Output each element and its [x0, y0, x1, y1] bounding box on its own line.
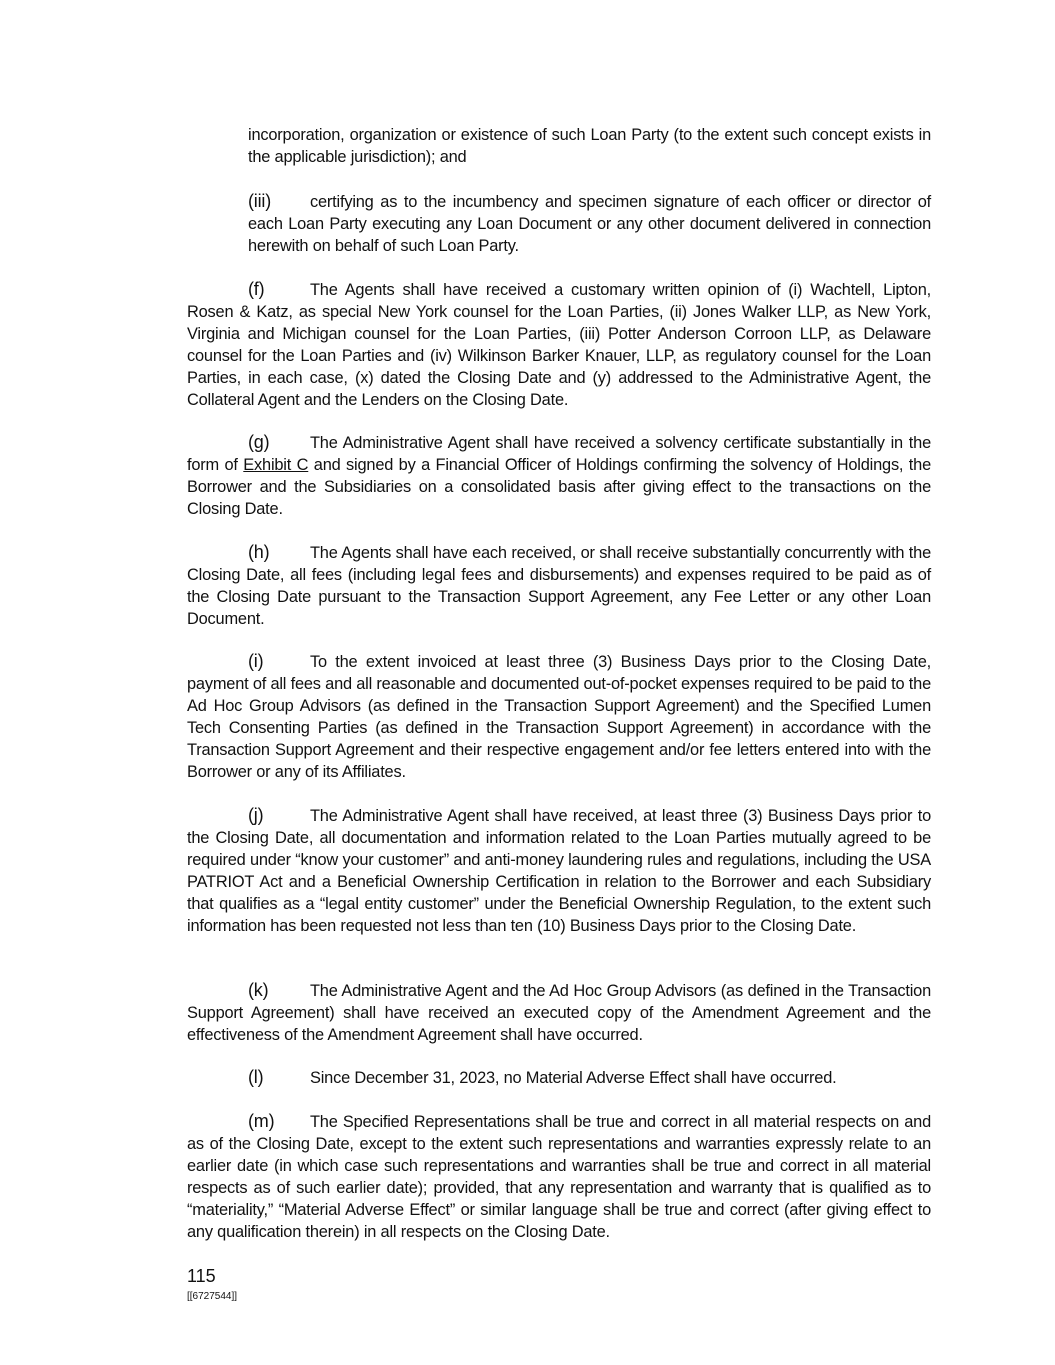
clause-label-j: (j) — [248, 805, 264, 825]
paragraph-g: (g) The Administrative Agent shall have received a solvency certificate substantially in the form of Exhibit C and signed by a Financial Officer of Holdings confirming the solvency of Holdings, the Borrower and the Subsidiaries on a consolidated basis after giving effect to the transactions on the Closing Date. — [187, 432, 931, 518]
clause-text-h: The Agents shall have each received, or shall receive substantially concurrently with the Closing Date, all fees (including legal fees and disbursements) and expenses required to be paid as of the Closing Date pursuant to the Transaction Support Agreement, any Fee Letter or any other Loan Document. — [187, 544, 931, 628]
paragraph-iii — [248, 190, 931, 257]
page-number: 115 — [187, 1266, 216, 1286]
clause-text-j: The Administrative Agent shall have received, at least three (3) Business Days prior to the Closing Date, all documentation and information related to the Loan Parties mutually agreed to be required under “know your customer” and anti-money laundering rules and regulations, including the USA PATRIOT Act and a Beneficial Ownership Certification in relation to the Borrower and each Subsidiary that qualifies as a “legal entity customer” under the Beneficial Ownership Regulation, to the extent such information has been requested not less than ten (10) Business Days prior to the Closing Date. — [187, 807, 931, 935]
clause-label-m: (m) — [248, 1111, 275, 1131]
clause-text-m: The Specified Representations shall be true and correct in all material respects on and as of the Closing Date, except to the extent such representations and warranties expressly relate to an earlier date (in which case such representations and warranties shall be true and correct in all material respects as of such earlier date); provided, that any representation and warranty that is qualified as to “materiality,” “Material Adverse Effect” or similar language shall be true and correct (after giving effect to any qualification therein) in all respects on the Closing Date. — [187, 1113, 931, 1241]
clause-label-k: (k) — [248, 980, 269, 1000]
clause-label-i: (i) — [248, 651, 264, 671]
clause-text-f: The Agents shall have received a customary written opinion of (i) Wachtell, Lipton, Rosen & Katz, as special New York counsel for the Loan Parties, (ii) Jones Walker LLP, as New York, Virginia and Michigan counsel for the Loan Parties, (iii) Potter Anderson Corroon LLP, as Delaware counsel for the Loan Parties and (iv) Wilkinson Barker Knauer, LLP, as regulatory counsel for the Loan Parties, in each case, (x) dated the Closing Date and (y) addressed to the Administrative Agent, the Collateral Agent and the Lenders on the Closing Date. — [187, 281, 931, 409]
paragraph-l — [187, 1066, 931, 1089]
clause-label-f: (f) — [248, 279, 265, 299]
clause-label-iii: (iii) — [248, 191, 271, 211]
clause-label-l: (l) — [248, 1067, 264, 1087]
clause-label-h: (h) — [248, 542, 270, 562]
paragraph-j — [187, 804, 931, 937]
paragraph-e2-continuation: incorporation, organization or existence of such Loan Party (to the extent such concept exists in the applicable jurisdiction); and — [248, 126, 931, 166]
clause-text-k: The Administrative Agent and the Ad Hoc Group Advisors (as defined in the Transaction Support Agreement) shall have received an executed copy of the Amendment Agreement and the effectiveness of the Amendment Agreement shall have occurred. — [187, 982, 931, 1044]
paragraph-k — [187, 979, 931, 1046]
paragraph-h — [187, 541, 931, 630]
paragraph-f — [187, 278, 931, 411]
clause-text-iii: certifying as to the incumbency and specimen signature of each officer or director of each Loan Party executing any Loan Document or any other document delivered in connection herewith on behalf of such Loan Party. — [248, 193, 931, 255]
paragraph-m — [187, 1110, 931, 1243]
clause-label-g: (g) — [248, 432, 270, 452]
exhibit-c-link[interactable]: Exhibit C — [243, 456, 309, 474]
clause-text-l: Since December 31, 2023, no Material Adverse Effect shall have occurred. — [310, 1069, 837, 1087]
paragraph-i — [187, 650, 931, 783]
clause-text-i: To the extent invoiced at least three (3) Business Days prior to the Closing Date, payment of all fees and all reasonable and documented out-of-pocket expenses required to be paid to the Ad Hoc Group Advisors (as defined in the Transaction Support Agreement) and the Specified Lumen Tech Consenting Parties (as defined in the Transaction Support Agreement) in accordance with the Transaction Support Agreement and their respective engagement and/or fee letters entered into with the Borrower or any of its Affiliates. — [187, 653, 931, 781]
document-id: [[6727544]] — [187, 1291, 238, 1302]
